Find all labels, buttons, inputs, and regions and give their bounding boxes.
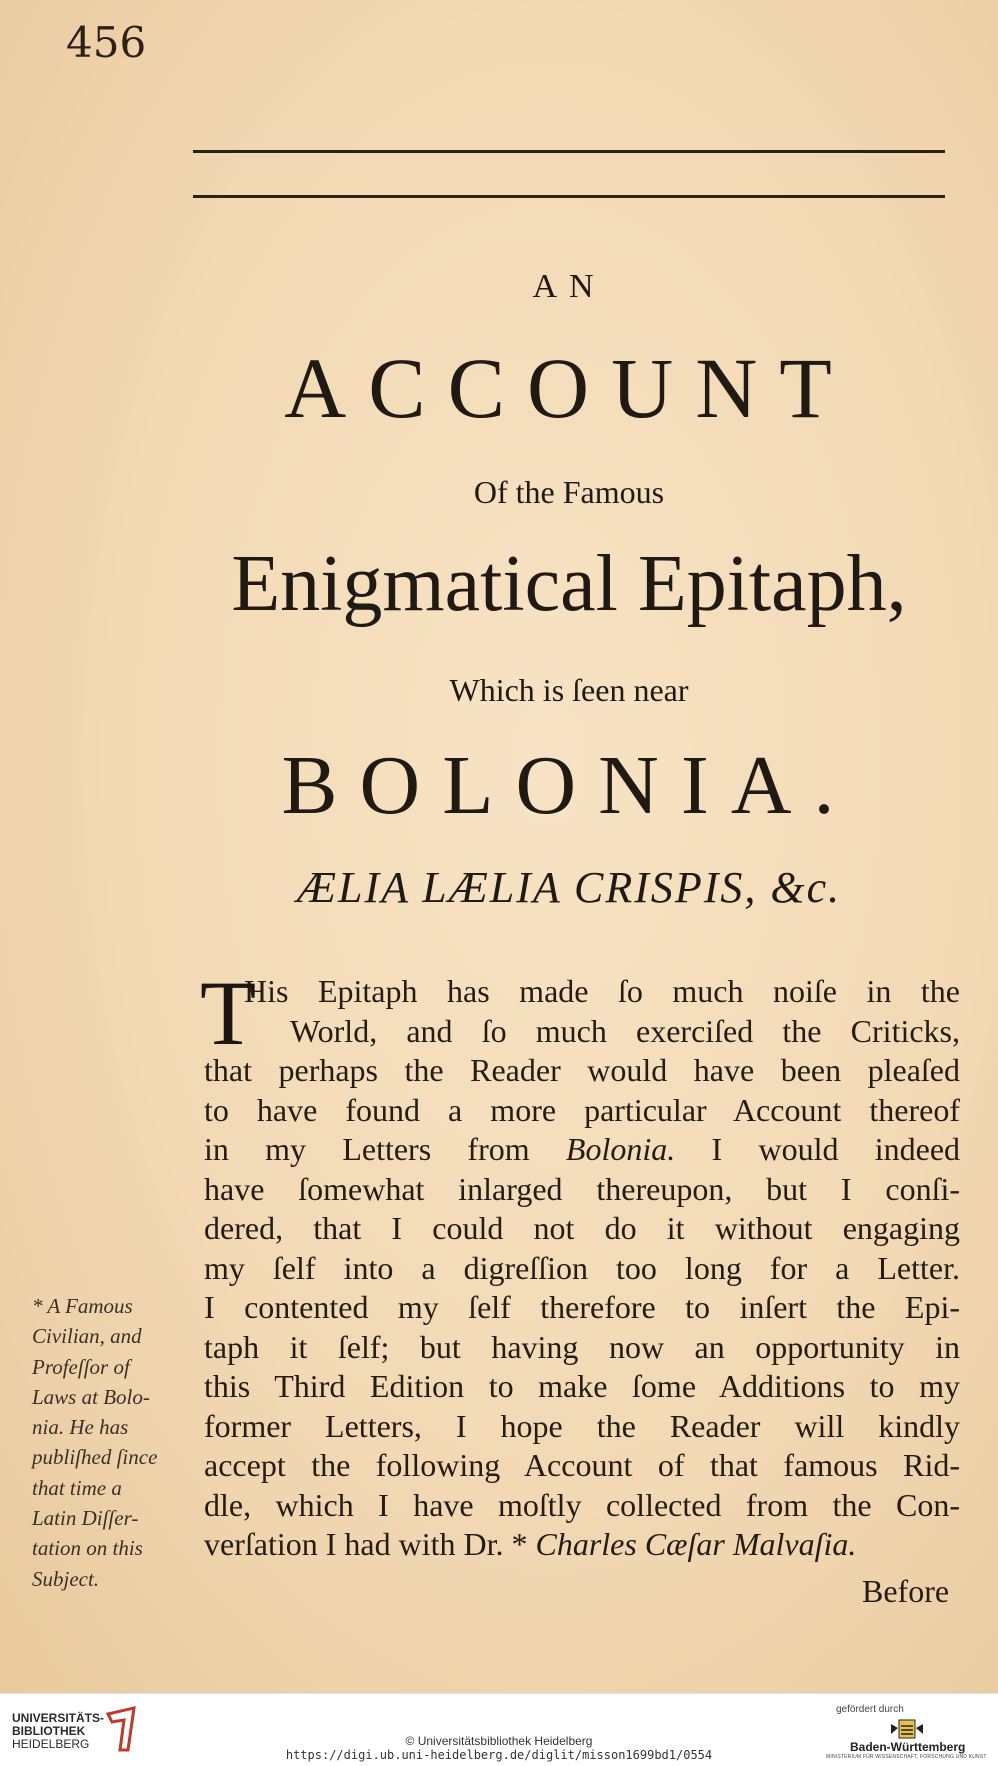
body-line: taph it ſelf; but having now an opportunity in	[204, 1328, 960, 1365]
body-line: dle, which I have moſtly collected from the Con-	[204, 1486, 960, 1523]
body-text-span: verſation I had with Dr. *	[204, 1526, 528, 1562]
logo-line: BIBLIOTHEK	[12, 1724, 86, 1738]
body-line: accept the following Account of that famous Rid-	[204, 1447, 960, 1483]
body-line: former Letters, I hope the Reader will kindly	[204, 1407, 960, 1444]
title-enigmatical-epitaph: Enigmatical Epitaph,	[231, 540, 907, 628]
catchword: Before	[862, 1573, 950, 1609]
title-account: ACCOUNT	[284, 340, 854, 436]
funder-subtitle: MINISTERIUM FÜR WISSENSCHAFT, FORSCHUNG UND KUNST	[826, 1754, 987, 1760]
logo-line: HEIDELBERG	[12, 1737, 90, 1751]
body-line: World, and ſo much exerciſed the Criticks,	[290, 1012, 960, 1049]
top-rule	[193, 150, 945, 153]
body-line: have ſomewhat inlarged thereupon, but I conſi-	[204, 1170, 960, 1207]
copyright-notice: © Universitätsbibliothek Heidelberg	[405, 1734, 593, 1748]
permalink-url[interactable]: https://digi.ub.uni-heidelberg.de/diglit/misson1699bd1/0554	[285, 1748, 713, 1762]
page-number: 456	[66, 18, 147, 67]
body-line: dered, that I could not do it without engaging	[204, 1210, 960, 1246]
title-bolonia: BOLONIA.	[281, 739, 857, 832]
margin-note-line: tation on this	[32, 1536, 143, 1561]
body-line	[204, 1525, 960, 1565]
funder-name: Baden-Württemberg	[850, 1740, 966, 1754]
margin-note-line: Profeſſor of	[32, 1354, 130, 1379]
coat-of-arms-icon	[887, 1718, 927, 1740]
body-text-span: I would indeed	[711, 1131, 960, 1167]
margin-note-line: Subject.	[32, 1566, 100, 1591]
margin-note-line: that time a	[32, 1475, 122, 1500]
margin-note-line: * A Famous	[32, 1294, 133, 1318]
body-line: I contented my ſelf therefore to inſert the Epi-	[204, 1289, 960, 1325]
margin-note-line: nia. He has	[32, 1415, 129, 1440]
body-line: this Third Edition to make ſome Additions to my	[204, 1368, 960, 1404]
margin-note-line: publiſhed ſince	[32, 1445, 158, 1470]
body-line: that perhaps the Reader would have been pleaſed	[204, 1052, 960, 1088]
logo-line: UNIVERSITÄTS-	[12, 1711, 105, 1725]
body-text	[200, 962, 960, 1565]
place-name-bolonia: Bolonia.	[565, 1131, 676, 1167]
second-rule	[193, 195, 945, 198]
title-of-the-famous: Of the Famous	[473, 474, 665, 510]
funder-label: gefördert durch	[836, 1704, 904, 1715]
title-an: AN	[532, 268, 606, 305]
margin-note	[32, 1291, 207, 1594]
margin-note-line: Civilian, and	[32, 1324, 142, 1349]
margin-note-line: Latin Diſſer-	[32, 1506, 139, 1531]
margin-note-line: Laws at Bolo-	[32, 1384, 150, 1409]
body-line: my ſelf into a digreſſion too long for a Letter.	[204, 1249, 960, 1286]
footer-bar	[0, 1693, 998, 1766]
body-line: to have found a more particular Account thereof	[204, 1091, 960, 1128]
drop-cap: T	[200, 962, 257, 1064]
body-text-span: in my Letters from	[204, 1131, 530, 1167]
name-malvasia: Charles Cæſar Malvaſia.	[535, 1526, 857, 1562]
title-aelia-laelia-crispis: ÆLIA LÆLIA CRISPIS, &c.	[296, 863, 842, 912]
body-line	[204, 1130, 960, 1170]
title-which-is-seen: Which is ſeen near	[449, 672, 689, 708]
body-line: His Epitaph has made ſo much noiſe in the	[244, 973, 960, 1009]
